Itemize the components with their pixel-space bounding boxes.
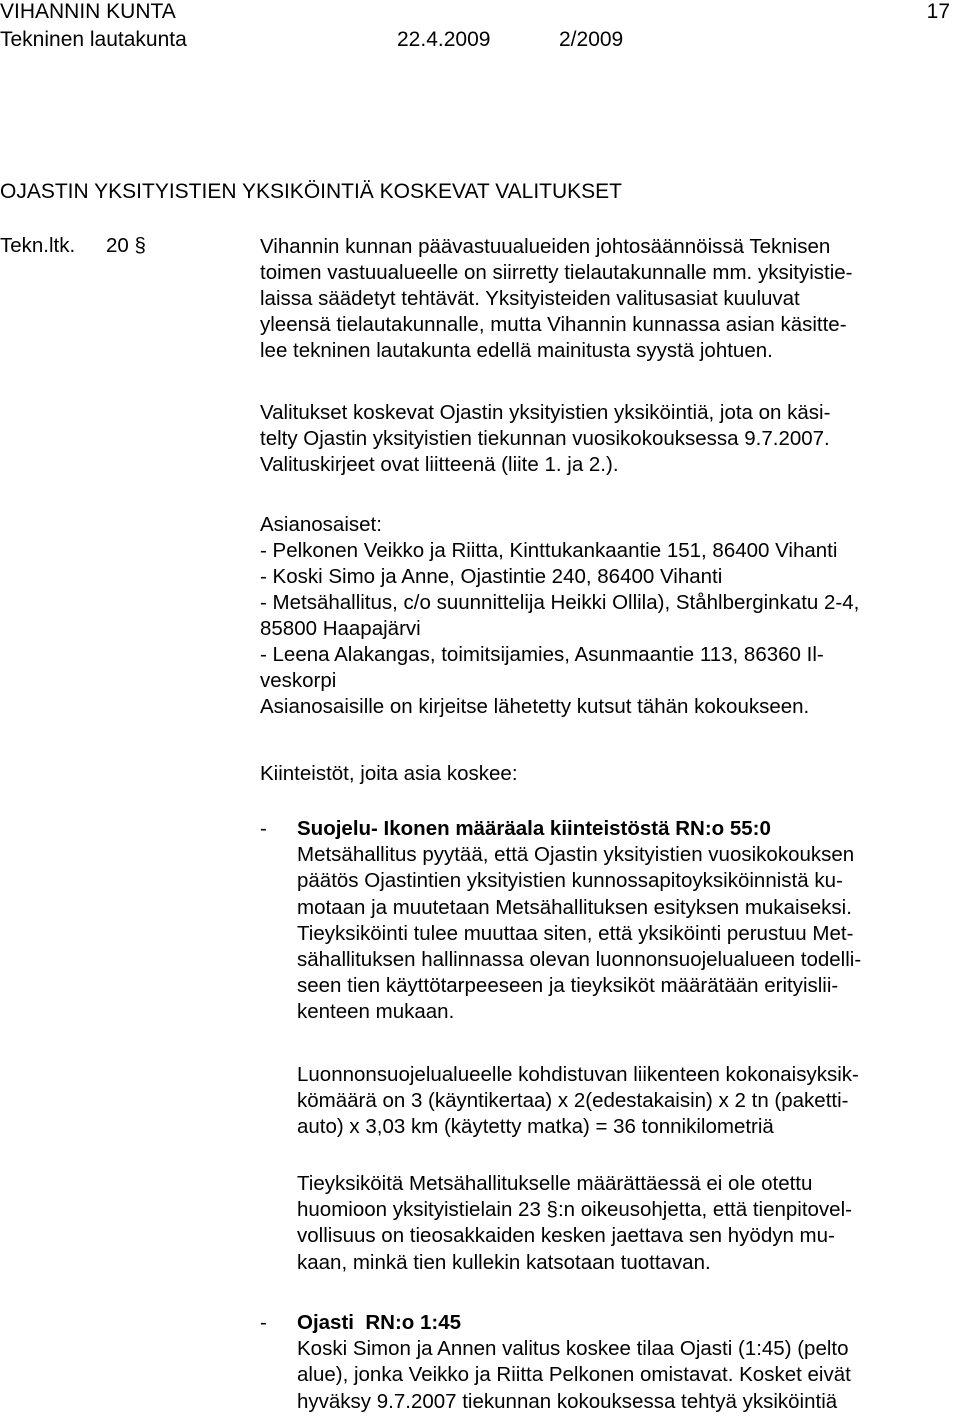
- party-line: Asianosaisille on kirjeitse lähetetty kutsut tähän kokoukseen.: [260, 695, 810, 718]
- party-line: - Pelkonen Veikko ja Riitta, Kinttukankaantie 151, 86400 Vihanti: [260, 539, 838, 562]
- party-line: - Leena Alakangas, toimitsijamies, Asunmaantie 113, 86360 Il-: [260, 643, 824, 666]
- text-line: hyväksy 9.7.2007 tiekunnan kokouksessa tehtyä yksiköintiä: [297, 1389, 838, 1413]
- text-line: Valituskirjeet ovat liitteenä (liite 1. ja 2.).: [260, 453, 619, 476]
- header-board: Tekninen lautakunta: [0, 28, 187, 51]
- text-line: lee tekninen lautakunta edellä mainitusta syystä johtuen.: [260, 339, 773, 362]
- parties-heading: Asianosaiset:: [260, 513, 382, 536]
- text-line: Koski Simon ja Annen valitus koskee tilaa Ojasti (1:45) (pelto: [297, 1337, 849, 1361]
- reference-label: Tekn.ltk.: [0, 234, 76, 257]
- page-number: 17: [926, 0, 950, 23]
- list-dash: -: [260, 817, 267, 840]
- reference-section: 20 §: [106, 234, 146, 257]
- party-line: 85800 Haapajärvi: [260, 617, 421, 640]
- text-line: telty Ojastin yksityistien tiekunnan vuosikokouksessa 9.7.2007.: [260, 427, 830, 450]
- properties-heading-colon: :: [511, 762, 518, 785]
- text-line: kömäärä on 3 (käyntikertaa) x 2(edestakaisin) x 2 tn (paketti-: [297, 1089, 849, 1113]
- item-title: Ojasti RN:o 1:45: [297, 1311, 462, 1334]
- header-municipality: VIHANNIN KUNTA: [0, 0, 176, 23]
- text-line: kaan, minkä tien kullekin katsotaan tuottavan.: [297, 1250, 711, 1274]
- text-line: Tieyksiköinti tulee muuttaa siten, että yksiköinti perustuu Met-: [297, 921, 854, 945]
- text-line: Luonnonsuojelualueelle kohdistuvan liikenteen kokonaisyksik-: [297, 1063, 859, 1086]
- party-line: - Metsähallitus, c/o suunnittelija Heikki Ollila), Ståhlberginkatu 2-4,: [260, 591, 860, 614]
- parties-section: [260, 512, 950, 720]
- intro-paragraph: [260, 234, 950, 364]
- list-item: [297, 1310, 957, 1415]
- text-line: Metsähallitus pyytää, että Ojastin yksityistien vuosikokouksen: [297, 843, 855, 867]
- text-line: Valitukset koskevat Ojastin yksityistien yksiköintiä, jota on käsi-: [260, 401, 831, 424]
- text-line: auto) x 3,03 km (käytetty matka) = 36 tonnikilometriä: [297, 1115, 774, 1139]
- properties-heading: Kiinteistöt, joita asia koskee: [260, 762, 512, 785]
- item-paragraph: [297, 1171, 957, 1276]
- header-date: 22.4.2009: [397, 28, 491, 51]
- header-meeting-number: 2/2009: [559, 28, 624, 51]
- list-dash: -: [260, 1311, 267, 1334]
- properties-section: [260, 761, 950, 787]
- text-line: Vihannin kunnan päävastuualueiden johtosäännöissä Teknisen: [260, 235, 831, 258]
- text-line: alue), jonka Veikko ja Riitta Pelkonen omistavat. Kosket eivät: [297, 1363, 851, 1387]
- party-line: veskorpi: [260, 669, 337, 692]
- text-line: laissa säädetyt tehtävät. Yksityisteiden valitusasiat kuuluvat: [260, 287, 800, 310]
- text-line: huomioon yksityistielain 23 §:n oikeusohjetta, että tienpitovel-: [297, 1198, 852, 1222]
- text-line: kenteen mukaan.: [297, 1000, 455, 1024]
- text-line: vollisuus on tieosakkaiden kesken jaettava sen hyödyn mu-: [297, 1224, 835, 1248]
- text-line: motaan ja muutetaan Metsähallituksen esityksen mukaiseksi.: [297, 895, 852, 919]
- text-line: sähallituksen hallinnassa olevan luonnonsuojelualueen todelli-: [297, 948, 862, 972]
- text-line: toimen vastuualueelle on siirretty tielautakunnalle mm. yksityistie-: [260, 261, 853, 284]
- party-line: - Koski Simo ja Anne, Ojastintie 240, 86400 Vihanti: [260, 565, 723, 588]
- text-line: yleensä tielautakunnalle, mutta Vihannin kunnassa asian käsitte-: [260, 313, 847, 336]
- item-title: Suojelu- Ikonen määräala kiinteistöstä RN:o 55:0: [297, 817, 771, 840]
- item-paragraph: [297, 1062, 957, 1141]
- text-line: päätös Ojastintien yksityistien kunnossapitoyksiköinnistä ku-: [297, 869, 843, 893]
- text-line: Tieyksiköitä Metsähallitukselle määrättäessä ei ole otettu: [297, 1172, 813, 1195]
- document-title: OJASTIN YKSITYISTIEN YKSIKÖINTIÄ KOSKEVAT VALITUKSET: [0, 180, 623, 203]
- appeals-paragraph: [260, 400, 950, 478]
- text-line: seen tien käyttötarpeeseen ja tieyksiköt määrätään erityislii-: [297, 974, 839, 998]
- list-item: [297, 816, 957, 1026]
